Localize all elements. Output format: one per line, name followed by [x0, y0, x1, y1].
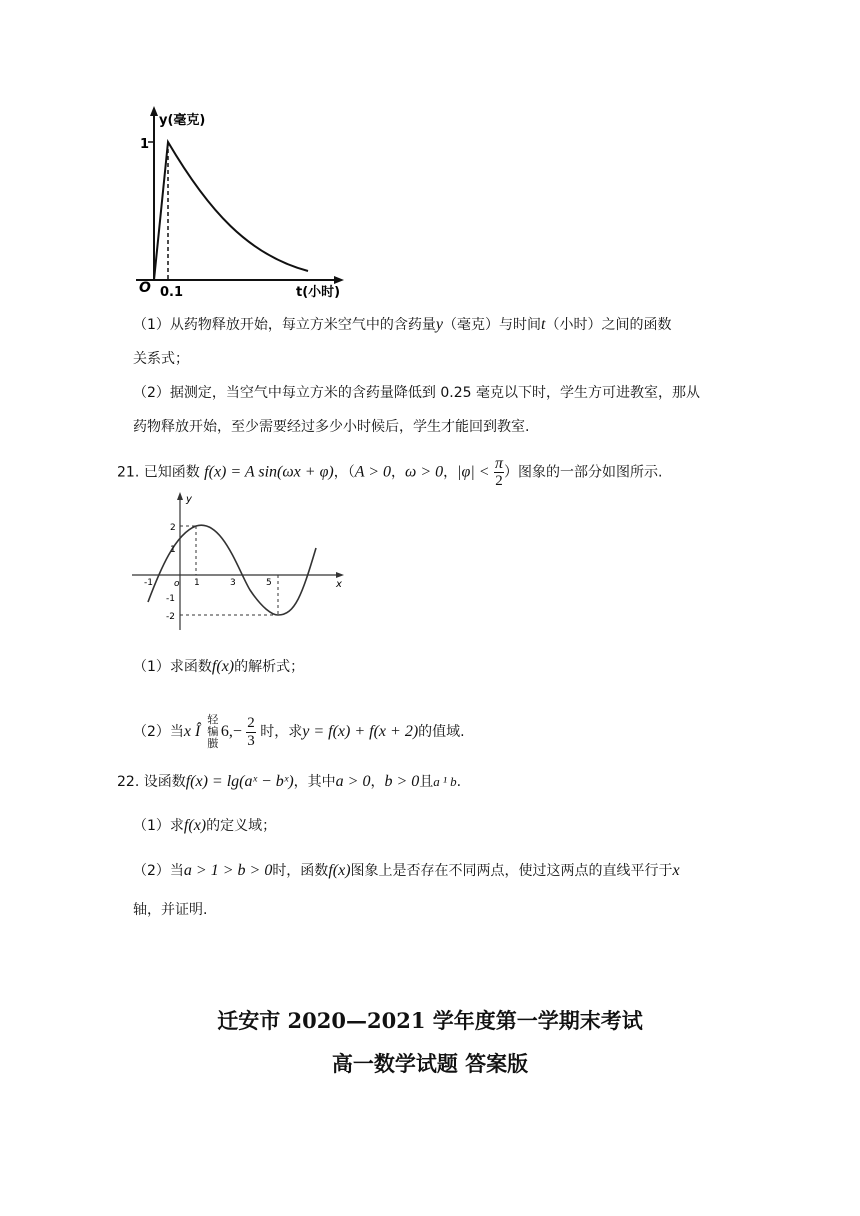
frac-den-3: 3: [247, 732, 255, 749]
q22-function: f(x) = lg(aˣ − bˣ): [185, 773, 294, 790]
q21-part1-text-b: 的解析式；: [234, 659, 305, 675]
q22-part2-text-b: 时，函数: [272, 863, 329, 879]
q21-sep1: ，: [391, 464, 406, 481]
q20-part2-line1: （2）据测定，当空气中每立方米的含药量降低到 0.25 毫克以下时，学生方可进教室，那从: [133, 385, 700, 401]
y-axis-label: y(毫克): [159, 113, 206, 128]
x-axis-label: t(小时): [296, 285, 341, 300]
q21-part1: [133, 657, 304, 677]
q22-mid: ，其中: [293, 774, 336, 790]
x-tick-3: 3: [230, 578, 236, 588]
concentration-curve: [154, 142, 308, 280]
x-axis-arrow: [334, 276, 344, 284]
x-tick-1: 1: [194, 578, 200, 588]
q22-and: 且: [419, 774, 434, 790]
y-tick-2: 2: [170, 523, 176, 533]
q20-part1-text-c: （小时）之间的函数: [545, 317, 672, 333]
x-tick-0.1: 0.1: [160, 285, 184, 300]
q22-part2-fx: f(x): [328, 862, 351, 879]
pi-over-2-fraction: [494, 455, 504, 490]
q22-cond-neq: a ¹ b: [433, 774, 457, 789]
q22-statement: [117, 772, 461, 792]
origin-o: o: [174, 579, 180, 589]
q21-cond-phi: |φ| <: [457, 463, 490, 481]
q22-part1-text-b: 的定义域；: [206, 818, 277, 834]
q21-part2-x-in: x Î: [183, 723, 201, 740]
q21-statement: [117, 455, 663, 490]
origin-label: O: [139, 280, 151, 296]
frac-den-2: 2: [495, 473, 503, 489]
y-axis-arrow: [177, 492, 183, 500]
frac-num-2: 2: [247, 714, 255, 731]
q22-part1-fx: f(x): [183, 817, 207, 834]
q22-part2-cond: a > 1 > b > 0: [183, 862, 273, 879]
q22-part2-x: x: [672, 862, 680, 879]
y-tick-neg1: -1: [166, 594, 175, 604]
q22-part1-text-a: （1）求: [133, 818, 184, 834]
y-label: y: [186, 494, 192, 505]
q20-part2-line2: 药物释放开始，至少需要经过多少小时候后，学生才能回到教室.: [133, 419, 530, 435]
q22-part1: [133, 816, 276, 836]
q21-part1-text-a: （1）求函数: [133, 659, 212, 675]
q21-part2-six: 6,−: [220, 723, 242, 740]
q21-cond-omega: ω > 0: [405, 463, 444, 481]
q21-tail: ）图象的一部分如图所示.: [504, 464, 663, 481]
q20-part1-text-b: （毫克）与时间: [443, 317, 542, 333]
q21-part2-text-b: 时，求: [260, 724, 303, 740]
q22-intro: 22. 设函数: [117, 774, 186, 790]
q21-cond-a: A > 0: [354, 463, 392, 481]
q20-part1-text-a: （1）从药物释放开始，每立方米空气中的含药量: [133, 317, 436, 333]
x-label: x: [336, 579, 342, 590]
x-axis-arrow: [336, 572, 344, 578]
q22-cond-a: a > 0: [335, 773, 371, 790]
q22-cond-b: b > 0: [384, 773, 420, 790]
var-y: y: [435, 316, 444, 333]
q21-part2-text-a: （2）当: [133, 724, 184, 740]
q21-part1-fx: f(x): [211, 658, 235, 675]
y-tick-neg2: -2: [166, 612, 175, 622]
q22-part2-text-c: 图象上是否存在不同两点，使过这两点的直线平行于: [350, 863, 673, 879]
y-axis-arrow: [150, 106, 158, 116]
exam-title: 迁安市 2020—2021 学年度第一学期末考试: [217, 1008, 643, 1033]
q22-part2-line2: 轴，并证明.: [133, 902, 208, 918]
x-tick-neg1: -1: [144, 578, 153, 588]
q21-intro: 21. 已知函数: [117, 464, 200, 481]
q21-cond-open: ，（: [333, 464, 355, 481]
q21-part2: [133, 714, 465, 750]
q22-sep: ，: [370, 774, 385, 790]
q22-part2-text-a: （2）当: [133, 863, 184, 879]
q21-function: f(x) = A sin(ωx + φ): [204, 463, 334, 481]
exam-subtitle: 高一数学试题 答案版: [331, 1051, 529, 1076]
q20-part1-line1: [133, 315, 671, 335]
var-t: t: [541, 316, 546, 333]
q21-part2-expr: y = f(x) + f(x + 2): [302, 723, 419, 740]
q20-part1-line2: 关系式；: [133, 351, 189, 367]
q21-sep2: ，: [443, 464, 458, 481]
y-tick-1: 1: [170, 545, 176, 555]
y-tick-1: 1: [140, 137, 150, 152]
two-thirds-fraction: [246, 715, 256, 750]
garbled-bracket: 轻 犏 臌: [207, 713, 219, 750]
q22-end: .: [456, 774, 462, 790]
x-tick-5: 5: [266, 578, 272, 588]
drug-concentration-graph: [128, 100, 358, 305]
q22-part2-line1: [133, 861, 680, 881]
q21-part2-text-c: 的值域.: [418, 724, 465, 740]
sinusoid-graph: [130, 490, 350, 635]
frac-num-pi: π: [495, 455, 504, 472]
